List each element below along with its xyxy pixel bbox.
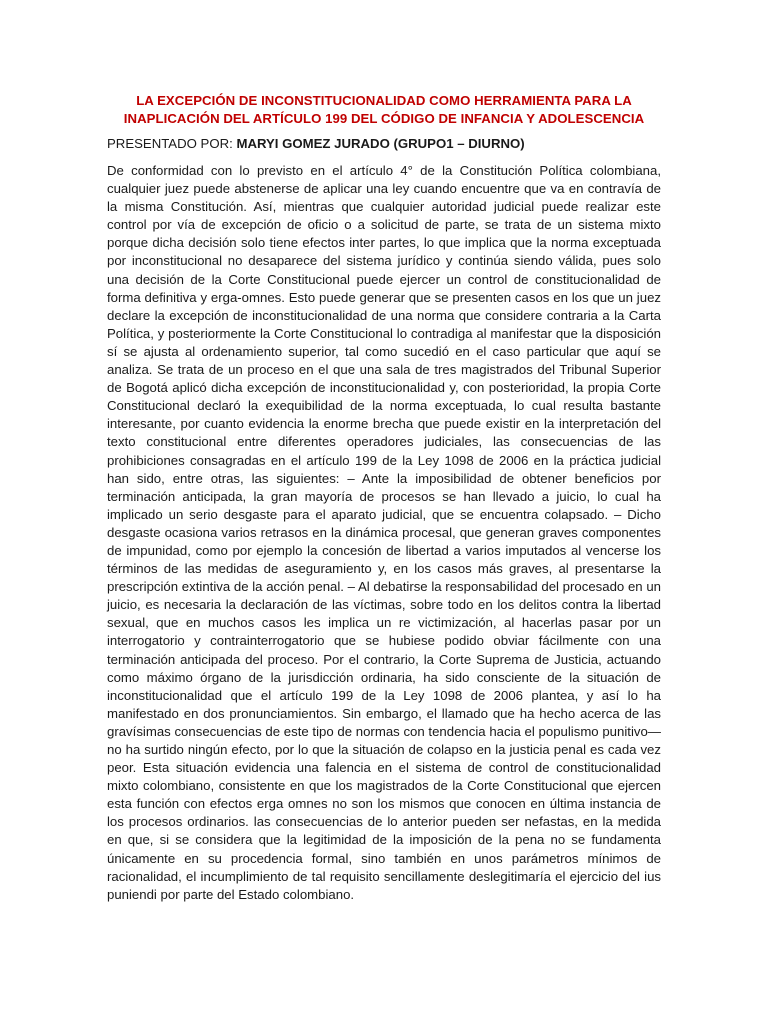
title-line-1: LA EXCEPCIÓN DE INCONSTITUCIONALIDAD COMO HERRAMIENTA PARA LA bbox=[136, 93, 632, 108]
presenter-name: MARYI GOMEZ JURADO (GRUPO1 – DIURNO) bbox=[236, 136, 525, 151]
title-line-2: INAPLICACIÓN DEL ARTÍCULO 199 DEL CÓDIGO DE INFANCIA Y ADOLESCENCIA bbox=[123, 111, 645, 126]
presenter-line bbox=[107, 135, 661, 153]
presenter-label: PRESENTADO POR: bbox=[107, 136, 237, 151]
document-title bbox=[107, 92, 661, 128]
body-paragraph: De conformidad con lo previsto en el artículo 4° de la Constitución Política colombiana, cualquier juez puede abstenerse de aplicar una ley cuando encuentre que va en contravía de la misma Constitución. Así, mientras que cualquier autoridad judicial puede realizar este control por vía de excepción de oficio o a solicitud de parte, se trata de un sistema mixto porque dicha decisión solo tiene efectos inter partes, lo que implica que la norma exceptuada por inconstitucional no desaparece del sistema jurídico y continúa siendo válida, pues solo una decisión de la Corte Constitucional puede ejercer un control de constitucionalidad de forma definitiva y erga-omnes. Esto puede generar que se presenten casos en los que un juez declare la excepción de inconstitucionalidad de una norma que considere contraria a la Carta Política, y posteriormente la Corte Constitucional lo contradiga al manifestar que la disposición sí se ajusta al ordenamiento superior, tal como sucedió en el caso particular que aquí se analiza. Se trata de un proceso en el que una sala de tres magistrados del Tribunal Superior de Bogotá aplicó dicha excepción de inconstitucionalidad y, con posterioridad, la propia Corte Constitucional declaró la exequibilidad de la norma exceptuada, lo cual resulta bastante interesante, por cuanto evidencia la enorme brecha que puede existir en la interpretación del texto constitucional entre diferentes operadores judiciales, las consecuencias de las prohibiciones consagradas en el artículo 199 de la Ley 1098 de 2006 en la práctica judicial han sido, entre otras, las siguientes: – Ante la imposibilidad de obtener beneficios por terminación anticipada, la gran mayoría de procesos se han llevado a juicio, lo cual ha implicado un serio desgaste para el aparato judicial, que se encuentra colapsado. – Dicho desgaste ocasiona varios retrasos en la dinámica procesal, que generan graves componentes de impunidad, como por ejemplo la concesión de libertad a varios imputados al vencerse los términos de las medidas de aseguramiento y, en los casos más graves, al presentarse la prescripción extintiva de la acción penal. – Al debatirse la responsabilidad del procesado en un juicio, es necesaria la declaración de las víctimas, sobre todo en los delitos contra la libertad sexual, que en muchos casos les implica un re victimización, al hacerlas pasar por un interrogatorio y contrainterrogatorio que se hubiese podido obviar fácilmente con una terminación anticipada del proceso. Por el contrario, la Corte Suprema de Justicia, actuando como máximo órgano de la jurisdicción ordinaria, ha sido consciente de la situación de inconstitucionalidad que el artículo 199 de la Ley 1098 de 2006 plantea, y así lo ha manifestado en dos pronunciamientos. Sin embargo, el llamado que ha hecho acerca de las gravísimas consecuencias de este tipo de normas con tendencia hacia el populismo punitivo— no ha surtido ningún efecto, por lo que la situación de colapso en la justicia penal es cada vez peor. Esta situación evidencia una falencia en el sistema de control de constitucionalidad mixto colombiano, consistente en que los magistrados de la Corte Constitucional que ejercen esta función con efectos erga omnes no son los mismos que conocen en última instancia de los procesos ordinarios. las consecuencias de lo anterior pueden ser nefastas, en la medida en que, si se considera que la legitimidad de la imposición de la pena no se fundamenta únicamente en su procedencia formal, sino también en unos parámetros mínimos de racionalidad, el incumplimiento de tal requisito sencillamente deslegitimaría el ejercicio del ius puniendi por parte del Estado colombiano. bbox=[107, 163, 661, 902]
